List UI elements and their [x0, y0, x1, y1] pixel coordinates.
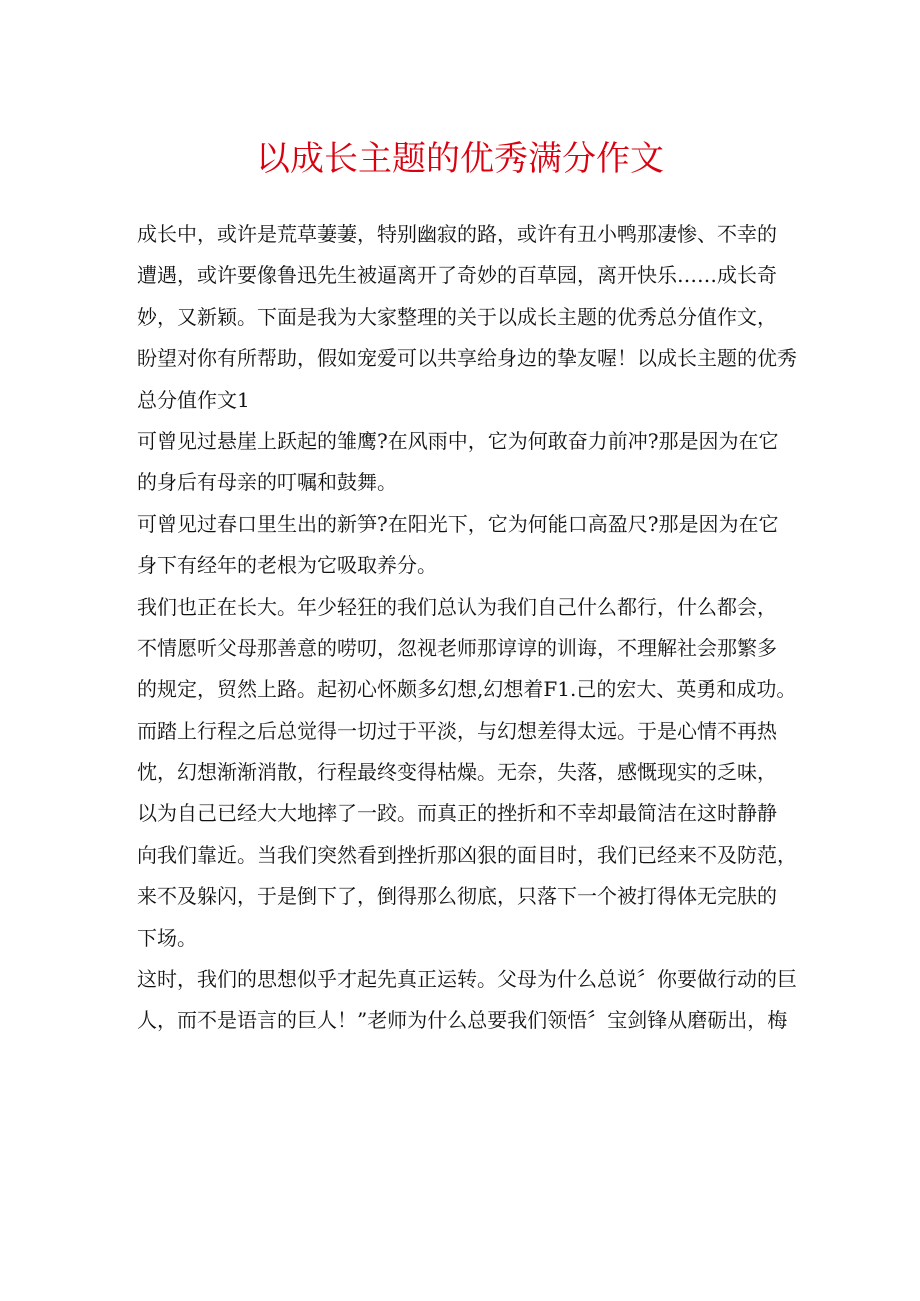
document-title: 以成长主题的优秀满分作文 — [256, 139, 664, 179]
body-line: 总分值作文1 — [137, 387, 250, 412]
body-line: 忱，幻想渐渐消散，行程最终变得枯燥。无奈，失落，感慨现实的乏味， — [137, 760, 777, 785]
body-line: 人，而不是语言的巨人！”老师为什么总要我们领悟〞宝剑锋从磨砺出，梅 — [137, 1008, 788, 1033]
body-line: 可曾见过春口里生出的新笋?在阳光下，它为何能口高盈尺?那是因为在它 — [137, 511, 779, 536]
body-line: 身下有经年的老根为它吸取养分。 — [137, 553, 437, 578]
body-line: 向我们靠近。当我们突然看到挫折那凶狠的面目时，我们已经来不及防范， — [137, 842, 797, 867]
body-line: 这时，我们的思想似乎才起先真正运转。父母为什么总说〞你要做行动的巨 — [137, 967, 797, 992]
body-line: 盼望对你有所帮助，假如宠爱可以共享给身边的挚友喔！以成长主题的优秀 — [137, 346, 797, 371]
body-line: 来不及躲闪，于是倒下了，倒得那么彻底，只落下一个被打得体无完肤的 — [137, 884, 777, 909]
body-line: 我们也正在长大。年少轻狂的我们总认为我们自己什么都行，什么都会， — [137, 594, 777, 619]
body-line: 下场。 — [137, 925, 197, 950]
body-line: 不情愿听父母那善意的唠叨，忽视老师那谆谆的训诲，不理解社会那繁多 — [137, 635, 777, 660]
body-line: 而踏上行程之后总觉得一切过于平淡，与幻想差得太远。于是心情不再热 — [137, 718, 777, 743]
body-line: 的规定，贸然上路。起初心怀颇多幻想,幻想着F1.己的宏大、英勇和成功。 — [137, 677, 797, 702]
body-line: 可曾见过悬崖上跃起的雏鹰?在风雨中，它为何敢奋力前冲?那是因为在它 — [137, 428, 779, 453]
body-line: 以为自己已经大大地摔了一跤。而真正的挫折和不幸却最简洁在这时静静 — [137, 801, 777, 826]
document-body — [137, 214, 797, 1042]
body-line: 的身后有母亲的叮嘱和鼓舞。 — [137, 470, 397, 495]
body-line: 遭遇，或许要像鲁迅先生被逼离开了奇妙的百草园，离开快乐……成长奇 — [137, 263, 777, 288]
body-line: 成长中，或许是荒草萋萋，特别幽寂的路，或许有丑小鸭那凄惨、不幸的 — [137, 222, 777, 246]
body-line: 妙，又新颖。下面是我为大家整理的关于以成长主题的优秀总分值作文， — [137, 304, 777, 329]
